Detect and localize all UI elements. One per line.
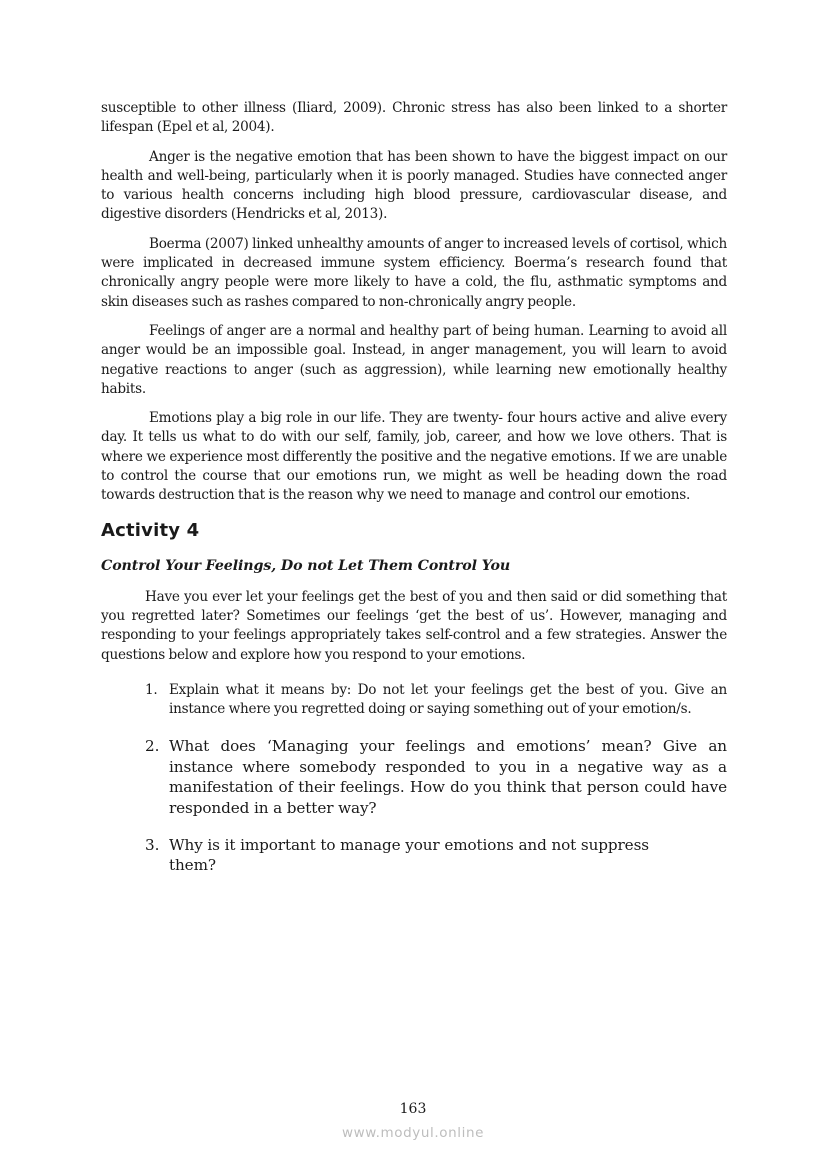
question-number: 3. (145, 836, 160, 855)
paragraph-continuation: susceptible to other illness (Iliard, 2009). Chronic stress has also been linked to a shorter lifespan (Epel et al, 2004). (101, 100, 727, 136)
question-item (101, 681, 727, 720)
question-number: 2. (145, 737, 160, 756)
paragraph-boerma: Boerma (2007) linked unhealthy amounts of anger to increased levels of cortisol, which were implicated in decreased immune system efficiency. Boerma’s research found that chronically angry people were more likely to have a cold, the flu, asthmatic symptoms and skin diseases such as rashes compared to non-chronically angry people. (101, 235, 727, 310)
activity-subheading: Control Your Feelings, Do not Let Them Control You (101, 557, 511, 574)
page-number: 163 (399, 1101, 427, 1117)
activity-intro: Have you ever let your feelings get the best of you and then said or did something that you regretted later? Sometimes our feelings ‘get the best of us’. However, managing and responding to your feelings appropriately takes self-control and a few strategies. Answer the questions below and explore how you respond to your emotions. (101, 588, 727, 663)
paragraph-emotions-role: Emotions play a big role in our life. They are twenty- four hours active and alive every day. It tells us what to do with our self, family, job, career, and how we love others. That is where we experience most differently the positive and the negative emotions. If we are unable to control the course that our emotions run, we might as well be heading down the road towards destruction that is the reason why we need to manage and control our emotions. (101, 410, 727, 504)
question-number: 1. (145, 681, 158, 698)
document-page (101, 99, 727, 893)
question-item (101, 736, 727, 818)
activity-heading: Activity 4 (101, 519, 200, 541)
paragraph-anger-impact: Anger is the negative emotion that has been shown to have the biggest impact on our health and well-being, particularly when it is poorly managed. Studies have connected anger to various health concerns including high blood pressure, cardiovascular disease, and digestive disorders (Hendricks et al, 2013). (101, 148, 727, 223)
question-text: What does ‘Managing your feelings and emotions’ mean? Give an instance where somebody responded to you in a negative way as a manifestation of their feelings. How do you think that person could have responded in a better way? (169, 737, 727, 817)
question-list (101, 681, 727, 876)
watermark-url: www.modyul.online (341, 1125, 485, 1141)
question-item (101, 835, 727, 876)
question-text: Why is it important to manage your emotions and not suppress them? (169, 836, 649, 875)
question-text: Explain what it means by: Do not let your feelings get the best of you. Give an instance where you regretted doing or saying something out of your emotion/s. (169, 681, 727, 718)
paragraph-feelings-of-anger: Feelings of anger are a normal and healthy part of being human. Learning to avoid all anger would be an impossible goal. Instead, in anger management, you will learn to avoid negative reactions to anger (such as aggression), while learning new emotionally healthy habits. (101, 322, 727, 397)
